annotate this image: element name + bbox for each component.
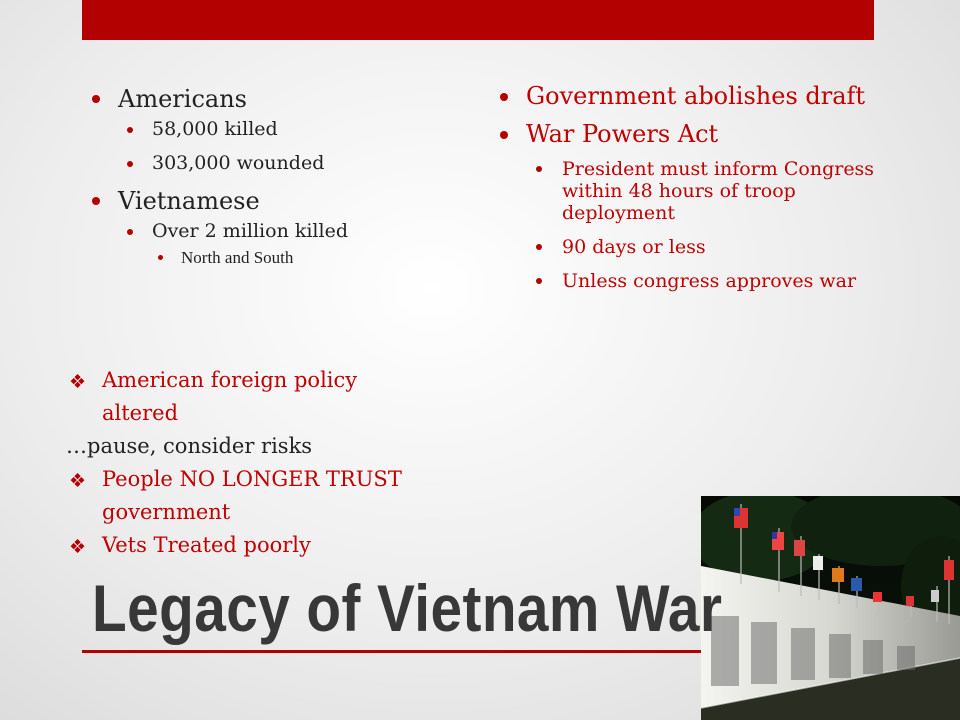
memorial-wall-photo — [701, 496, 960, 720]
slide-title: Legacy of Vietnam War — [92, 571, 723, 645]
bullet-vietnamese: Vietnamese — [90, 186, 450, 216]
bullet-american-wounded: 303,000 wounded — [90, 152, 450, 175]
bullet-90-days: 90 days or less — [498, 236, 878, 258]
bullet-vietnamese-killed: Over 2 million killed — [90, 220, 450, 243]
point-foreign-policy: ❖ American foreign policy altered — [69, 368, 358, 425]
policy-changes-list — [498, 82, 878, 304]
top-accent-bar — [82, 0, 874, 40]
pause-note: …pause, consider risks — [66, 434, 313, 458]
bullet-war-powers-act: War Powers Act — [498, 120, 878, 148]
bullet-dot — [536, 244, 542, 250]
bullet-dot — [127, 127, 133, 133]
bullet-dot — [127, 161, 133, 167]
bullet-dot — [92, 95, 100, 103]
point-no-trust: ❖ People NO LONGER TRUST government — [69, 467, 402, 524]
bullet-dot — [92, 197, 100, 205]
memorial-illustration — [701, 496, 960, 720]
bullet-dot — [500, 131, 508, 139]
bullet-americans: Americans — [90, 84, 450, 114]
bullet-dot — [536, 166, 542, 172]
bullet-dot — [500, 93, 508, 101]
title-underline — [82, 650, 701, 653]
bullet-draft-abolished: Government abolishes draft — [498, 82, 878, 110]
bullet-american-killed: 58,000 killed — [90, 118, 450, 141]
legacy-points — [66, 364, 426, 562]
bullet-north-south: North and South — [90, 247, 450, 269]
bullet-dot — [127, 229, 133, 235]
diamond-bullet-icon: ❖ — [69, 371, 87, 393]
casualties-list — [90, 84, 450, 269]
point-vets: ❖ Vets Treated poorly — [66, 529, 426, 562]
bullet-dot — [158, 255, 163, 260]
diamond-bullet-icon: ❖ — [69, 470, 87, 492]
bullet-president-inform: President must inform Congress within 48 hours of troop deployment — [498, 158, 878, 224]
diamond-bullet-icon: ❖ — [69, 536, 87, 558]
bullet-unless-congress: Unless congress approves war — [498, 270, 878, 292]
bullet-dot — [536, 278, 542, 284]
